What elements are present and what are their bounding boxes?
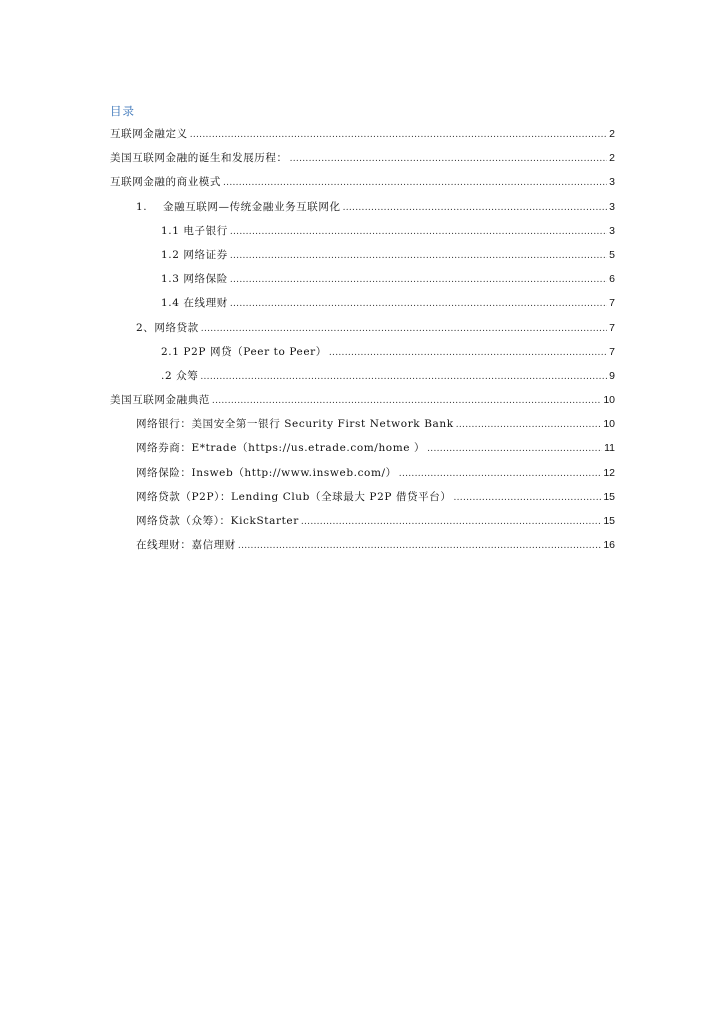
toc-entry[interactable] (110, 463, 615, 487)
dot-leader (230, 294, 607, 314)
toc-page-number: 15 (603, 515, 615, 527)
toc-entry-title: 1.2 网络证券 (161, 248, 228, 261)
toc-entry-title: 1. 金融互联网—传统金融业务互联网化 (136, 200, 341, 213)
toc-entry-title: 互联网金融定义 (110, 128, 188, 140)
toc-entry[interactable] (110, 172, 615, 196)
toc-entry[interactable] (110, 438, 615, 462)
dot-leader (453, 488, 601, 508)
toc-entry-title: 网络保险：Insweb（http://www.insweb.com/） (136, 466, 397, 479)
toc-page-number: 3 (609, 176, 615, 189)
dot-leader (427, 439, 602, 459)
toc-page-number: 10 (603, 394, 615, 407)
table-of-contents (110, 124, 615, 559)
toc-entry-title: 在线理财：嘉信理财 (136, 539, 236, 552)
dot-leader (399, 464, 602, 484)
dot-leader (223, 173, 607, 193)
dot-leader (190, 125, 607, 145)
toc-entry[interactable] (110, 511, 615, 535)
toc-heading: 目录 (110, 104, 135, 118)
toc-entry[interactable] (110, 366, 615, 390)
dot-leader (301, 512, 601, 532)
toc-entry-title: 网络贷款（众筹）：KickStarter (136, 515, 299, 527)
toc-entry[interactable] (110, 221, 615, 245)
toc-entry[interactable] (110, 148, 615, 172)
toc-entry[interactable] (110, 342, 615, 366)
toc-page-number: 9 (609, 369, 615, 382)
toc-page-number: 16 (603, 539, 615, 552)
toc-entry-title: 网络银行：美国安全第一银行 Security First Network Bank (136, 418, 454, 431)
dot-leader (230, 222, 607, 242)
dot-leader (200, 367, 607, 387)
toc-entry-title: 网络贷款（P2P）：Lending Club（全球最大 P2P 借贷平台） (136, 490, 452, 503)
dot-leader (329, 343, 607, 363)
toc-page-number: 3 (609, 224, 615, 237)
toc-entry-title: .2 众筹 (161, 369, 199, 382)
toc-entry[interactable] (110, 269, 615, 293)
toc-entry[interactable] (110, 390, 615, 414)
toc-entry-title: 互联网金融的商业模式 (110, 176, 221, 189)
toc-page-number: 15 (603, 490, 615, 503)
dot-leader (238, 536, 601, 556)
toc-entry-title: 2、网络贷款 (136, 321, 199, 334)
dot-leader (343, 198, 608, 218)
toc-page-number: 7 (609, 297, 615, 310)
dot-leader (230, 246, 607, 266)
toc-entry-title: 1.1 电子银行 (161, 224, 228, 237)
toc-entry-title: 美国互联网金融典范 (110, 394, 210, 407)
dot-leader (230, 270, 607, 290)
toc-entry[interactable] (110, 487, 615, 511)
toc-page-number: 2 (609, 152, 615, 165)
toc-entry[interactable] (110, 318, 615, 342)
toc-page-number: 6 (609, 273, 615, 286)
toc-page-number: 7 (609, 321, 615, 334)
dot-leader (290, 149, 608, 169)
toc-page-number: 3 (609, 200, 615, 213)
toc-entry[interactable] (110, 245, 615, 269)
toc-entry-title: 网络券商：E*trade（https://us.etrade.com/home ） (136, 442, 426, 455)
toc-entry[interactable] (110, 197, 615, 221)
toc-entry[interactable] (110, 535, 615, 559)
dot-leader (201, 319, 607, 339)
toc-page-number: 5 (609, 248, 615, 261)
toc-page-number: 12 (603, 466, 615, 479)
toc-entry-title: 美国互联网金融的诞生和发展历程： (110, 152, 288, 165)
toc-page-number: 11 (604, 442, 615, 455)
toc-entry-title: 1.4 在线理财 (161, 297, 228, 310)
toc-entry[interactable] (110, 293, 615, 317)
toc-entry-title: 1.3 网络保险 (161, 273, 228, 286)
toc-page-number: 10 (603, 418, 615, 431)
toc-entry[interactable] (110, 414, 615, 438)
toc-page-number: 7 (609, 345, 615, 358)
toc-page-number: 2 (609, 128, 615, 140)
dot-leader (212, 391, 601, 411)
toc-entry-title: 2.1 P2P 网贷（Peer to Peer） (161, 345, 327, 358)
toc-entry[interactable] (110, 124, 615, 148)
dot-leader (456, 415, 602, 435)
